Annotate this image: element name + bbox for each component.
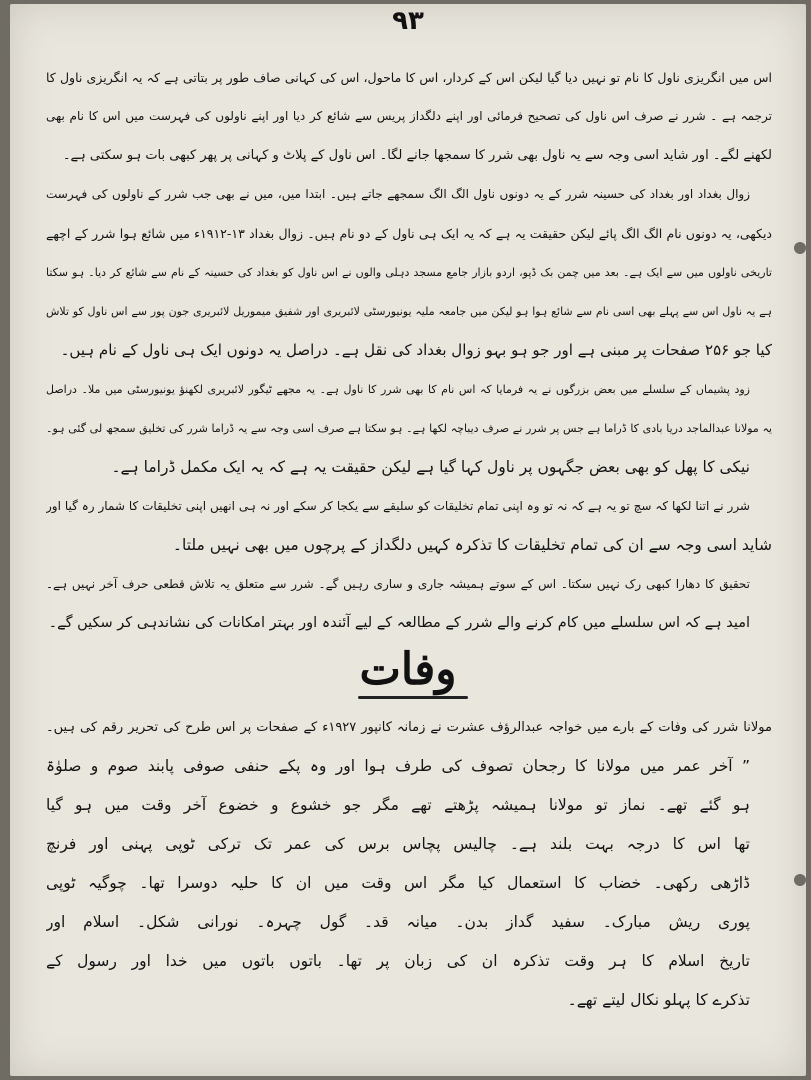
text-line: ہے یہ ناول اس سے پہلے بھی اسی نام سے شائع ہوا ہو لیکن میں جامعہ ملیہ یونیورسٹی لائبریری اور شفیق میموریل لائبریری جون پور سے اس ناول کو تلاش bbox=[46, 305, 772, 318]
quote-line: تاریخ اسلام کا ہر وقت تذکرہ ان کی زبان پر تھا۔ باتوں باتوں میں خدا اور رسول کے bbox=[46, 952, 750, 970]
text-line: نیکی کا پھل کو بھی بعض جگہوں پر ناول کہا گیا ہے لیکن حقیقت یہ ہے کہ یہ ایک مکمل ڈراما ہے۔ bbox=[111, 458, 750, 476]
document-page bbox=[10, 4, 806, 1076]
quote-line: ڈاڑھی رکھی۔ خضاب کا استعمال کیا مگر اس وقت میں ان کا حلیہ دوسرا تھا۔ چوگیہ ٹوپی bbox=[46, 874, 750, 892]
quote-line: تذکرے کا پہلو نکال لیتے تھے۔ bbox=[567, 991, 750, 1009]
body-text-top bbox=[46, 58, 772, 643]
quote-line: ہو گئے تھے۔ نماز تو مولانا ہمیشہ پڑھتے تھے مگر جو خشوع و خضوع آخر وقت میں ہو گیا bbox=[46, 796, 750, 814]
heading-underline bbox=[358, 696, 468, 699]
text-line: اس میں انگریزی ناول کا نام تو نہیں دیا گیا لیکن اس کے کردار، اس کا ماحول، اس کی کہانی صاف طور پر بتاتی ہے کہ یہ انگریزی ناول کا bbox=[46, 70, 772, 85]
text-line: یہ مولانا عبدالماجد دریا بادی کا ڈراما ہے جس پر شرر نے صرف دیباچہ لکھا ہے۔ ہو سکتا ہے صرف اسی وجہ سے یہ ڈراما شرر کی تخلیق سمجھ لی گئی ہو۔ bbox=[46, 422, 772, 435]
text-line: ترجمہ ہے ۔ شرر نے صرف اس ناول کی تصحیح فرمائی اور اپنے دلگداز پریس سے شائع کر دیا اور اپنے ناولوں کی فہرست میں اس کا نام بھی bbox=[46, 109, 772, 123]
text-line: امید ہے کہ اس سلسلے میں کام کرنے والے شرر کے مطالعہ کے لیے آئندہ اور بہتر امکانات کی نشاندہی کر سکیں گے۔ bbox=[48, 615, 750, 631]
quote-line: ” آخر عمر میں مولانا کا رجحان تصوف کی طرف ہوا اور وہ پکے حنفی صوفی پابند صوم و صلوٰۃ bbox=[46, 757, 750, 775]
punch-hole bbox=[794, 874, 806, 886]
text-line: زود پشیماں کے سلسلے میں بعض بزرگوں نے یہ فرمایا کہ اس نام کا بھی شرر کا ناول ہے۔ یہ مجھے ٹیگور لائبریری لکھنؤ یونیورسٹی میں ملا۔ دراصل bbox=[46, 383, 750, 396]
text-line: شاید اسی وجہ سے ان کی تمام تخلیقات کا تذکرہ کہیں دلگداز کے پرچوں میں بھی نہیں ملتا۔ bbox=[172, 536, 772, 554]
text-line: مولانا شرر کی وفات کے بارے میں خواجہ عبدالرؤف عشرت نے زمانہ کانپور ۱۹۲۷ء کے صفحات پر اس طرح کی تحریر رقم کی ہیں۔ bbox=[46, 720, 772, 735]
punch-hole bbox=[794, 242, 806, 254]
page-number: ۹۳ bbox=[392, 6, 424, 36]
text-line: لکھنے لگے۔ اور شاید اسی وجہ سے یہ ناول بھی شرر کا سمجھا جانے لگا۔ اس ناول کے پلاٹ و کہانی پر پھر کبھی بات ہو سکتی ہے۔ bbox=[62, 148, 772, 163]
quote-line: پوری ریش مبارک۔ سفید گداز بدن۔ میانہ قد۔ گول چہرہ۔ نورانی شکل۔ اسلام اور bbox=[46, 913, 750, 931]
text-line: تحقیق کا دھارا کبھی رک نہیں سکتا۔ اس کے سوتے ہمیشہ جاری و ساری رہیں گے۔ شرر سے متعلق یہ تلاش قطعی حرف آخر نہیں ہے۔ bbox=[46, 577, 750, 591]
text-line: زوال بغداد اور بغداد کی حسینہ شرر کے یہ دونوں ناول الگ الگ سمجھے جاتے ہیں۔ ابتدا میں، میں نے بھی جب شرر کے ناولوں کی فہرست bbox=[46, 187, 750, 201]
text-line: کیا جو ۲۵۶ صفحات پر مبنی ہے اور جو ہو بہو زوال بغداد کی نقل ہے۔ دراصل یہ دونوں ایک ہی ناول کے نام ہیں۔ bbox=[60, 341, 772, 359]
text-line: تاریخی ناولوں میں سے ایک ہے۔ بعد میں چمن بک ڈپو، اردو بازار جامع مسجد دہلی والوں نے اس ناول کو بغداد کی حسینہ کے نام سے شائع کر دیا۔ ہو سکتا bbox=[46, 266, 772, 279]
section-heading: وفات bbox=[359, 644, 457, 695]
text-line: دیکھی، یہ دونوں نام الگ الگ پائے لیکن حقیقت یہ ہے کہ یہ ایک ہی ناول کے دو نام ہیں۔ زوال بغداد ۱۳-۱۹۱۲ء میں شائع ہوا شرر کے اچھے bbox=[46, 226, 772, 241]
body-text-bottom bbox=[46, 708, 772, 1020]
quote-line: تھا اس کا درجہ بہت بلند ہے۔ چالیس پچاس برس کی عمر تک ترکی ٹوپی پہنی اور فرنچ bbox=[46, 835, 750, 853]
text-line: شرر نے اتنا لکھا کہ سچ تو یہ ہے کہ نہ تو وہ اپنی تمام تخلیقات کو سلیقے سے یکجا کر سکے اور نہ ہی انھیں اپنی تخلیقات کا شمار رہ گیا اور bbox=[46, 499, 750, 513]
